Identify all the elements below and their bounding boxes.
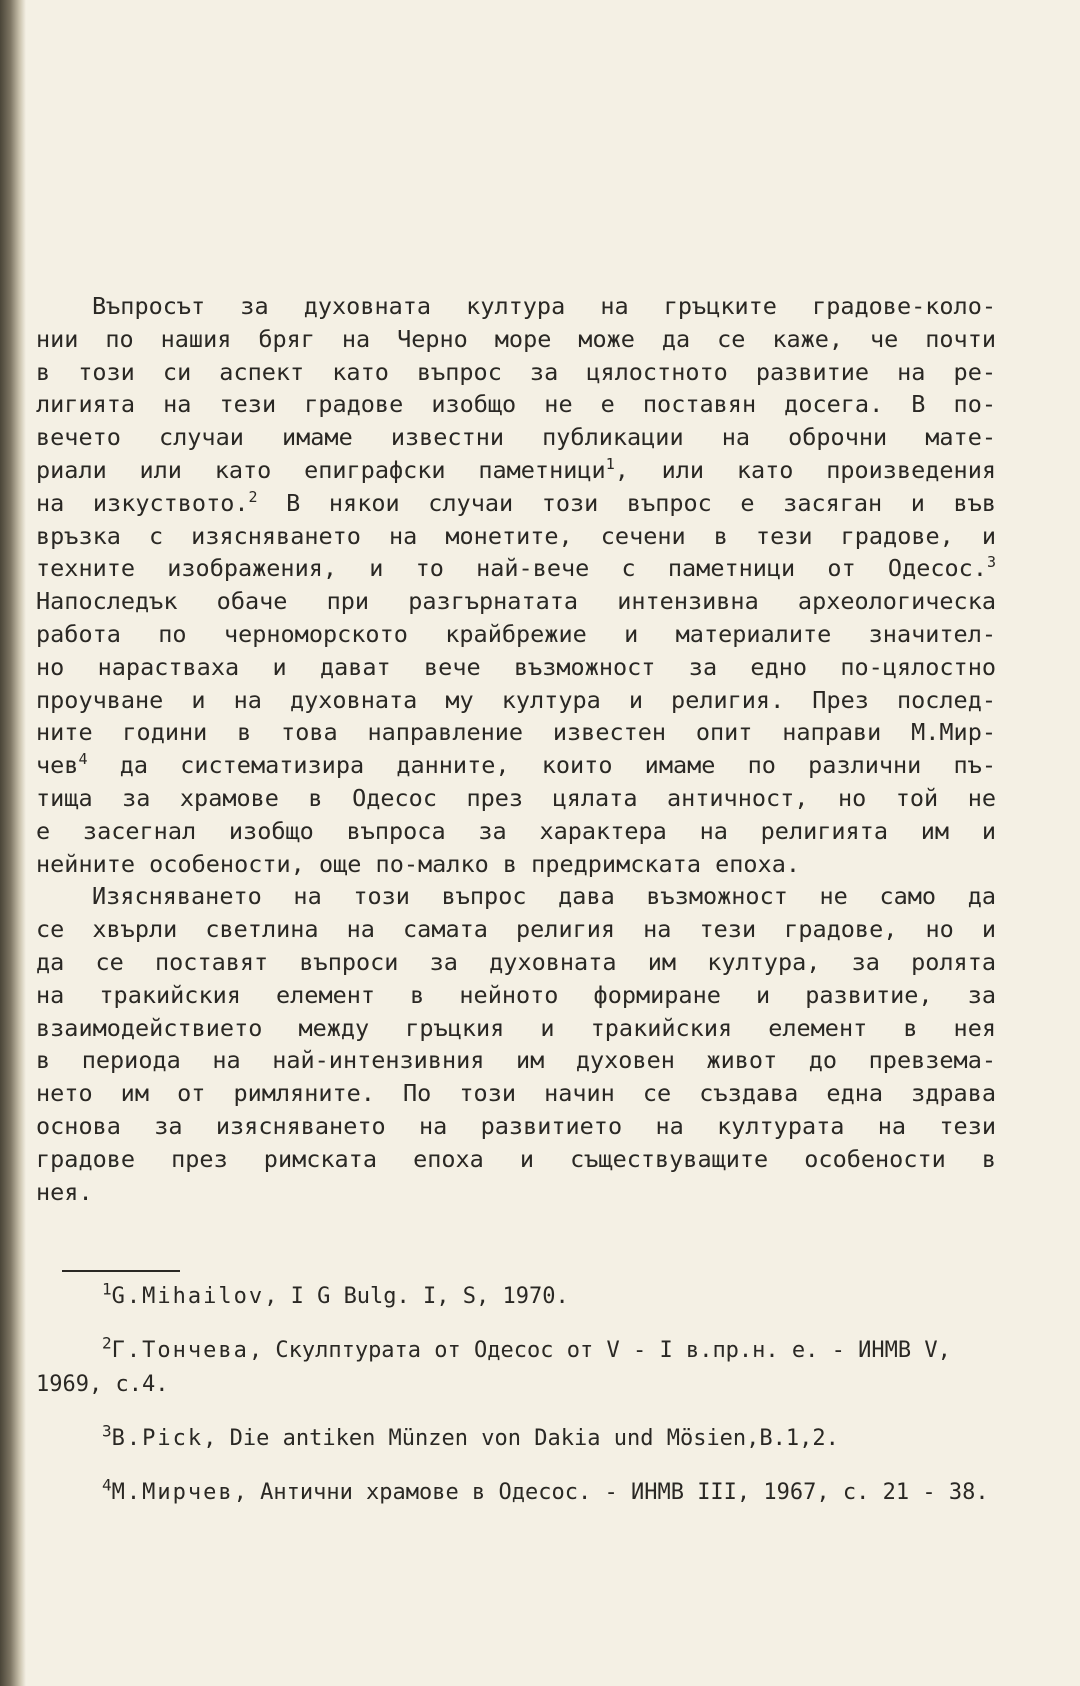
text-line: лигията на тези градове изобщо не е поставян досега. В по-	[36, 390, 996, 419]
text-line-with-note	[36, 487, 996, 520]
text-line: Изясняването на този въпрос дава възможност не само да	[92, 882, 996, 911]
footnote-author: G.Mihailov	[111, 1284, 265, 1309]
text-line-with-note	[36, 749, 996, 782]
footnote-2	[36, 1334, 996, 1402]
footnote-text: , Антични храмове в Одесос. - ИНМВ III, 1967, с. 21 - 38.	[233, 1480, 989, 1505]
text-line-with-note	[36, 454, 996, 487]
text-line: връзка с изясняването на монетите, сечени в тези градове, и	[36, 521, 996, 550]
footnote-text: , Die antiken Münzen von Dakia und Mösien,B.1,2.	[203, 1426, 839, 1451]
footnote-separator	[62, 1270, 180, 1272]
text-line: градове през римската епоха и съществуващите особености в	[36, 1144, 996, 1173]
footnotes	[36, 1280, 996, 1530]
footnote-3	[36, 1422, 996, 1456]
text-line: Въпросът за духовната култура на гръцките градове-коло-	[92, 292, 996, 320]
footnote-author: B.Pick	[111, 1426, 204, 1451]
text-line: нея.	[36, 1177, 93, 1206]
text-fragment: да систематизира данните, които имаме по различни пъ-	[87, 751, 996, 780]
footnote-number: 3	[102, 1421, 112, 1441]
text-fragment: В някои случаи този въпрос е засяган и във	[257, 488, 996, 517]
main-text	[36, 290, 996, 1208]
text-line: но нараствaха и дават вече възможност за едно по-цялостно	[36, 652, 996, 681]
footnote-number: 4	[102, 1475, 112, 1495]
text-line: Напоследък обаче при разгърнатата интензивна археологическа	[36, 587, 996, 616]
footnote-number: 1	[102, 1279, 112, 1299]
text-fragment: , или като произведения	[614, 455, 996, 484]
text-line: нето им от римляните. По този начин се създава една здрава	[36, 1079, 996, 1108]
text-line: вечето случаи имаме известни публикации на оброчни мате-	[36, 423, 996, 452]
footnote-number: 2	[102, 1333, 112, 1353]
footnote-text: , I G Bulg. I, S, 1970.	[264, 1284, 569, 1309]
text-line: ните години в това направление известен опит направи М.Мир-	[36, 718, 996, 747]
text-line: на тракийския елемент в нейното формиране и развитие, за	[36, 980, 996, 1009]
text-line: се хвърли светлина на самата религия на тези градове, но и	[36, 915, 996, 944]
footnote-4	[36, 1476, 996, 1510]
text-line: основа за изясняването на развитието на културата на тези	[36, 1111, 996, 1140]
text-line: проучване и на духовната му култура и религия. През послед-	[36, 685, 996, 714]
text-line: в този си аспект като въпрос за цялостното развитие на ре-	[36, 357, 996, 386]
book-spine-shadow	[0, 0, 26, 1686]
text-line: нейните особености, още по-малко в предримската епоха.	[36, 849, 801, 878]
text-line: да се поставят въпроси за духовната им култура, за ролята	[36, 947, 996, 976]
text-line: е засегнал изобщо въпроса за характера на религията им и	[36, 816, 996, 845]
footnote-mark-2: 2	[248, 487, 258, 506]
text-line: тища за храмове в Одесос през цялата античност, но той не	[36, 783, 996, 812]
text-fragment: техните изображения, и то най-вече с паметници от Одесос.	[36, 554, 987, 583]
footnote-1	[36, 1280, 996, 1314]
text-line: нии по нашия бряг на Черно море може да се каже, че почти	[36, 324, 996, 353]
text-line: взаимодействието между гръцкия и тракийския елемент в нея	[36, 1013, 996, 1042]
paragraph-2	[36, 880, 996, 1208]
footnote-mark-1: 1	[605, 455, 615, 474]
footnote-mark-4: 4	[78, 750, 88, 769]
text-fragment: на изкуството.	[36, 488, 249, 517]
paragraph-1	[36, 290, 996, 880]
footnote-author: Г.Тончева	[111, 1338, 249, 1363]
text-line-with-note	[36, 552, 996, 585]
footnote-author: М.Мирчев	[111, 1480, 234, 1505]
text-fragment: риали или като епиграфски паметници	[36, 455, 606, 484]
footnote-text: , Скулптурата от Одесос от V - I в.пр.н. е. - ИНМВ V, 1969, с.4.	[36, 1338, 951, 1397]
text-fragment: чев	[36, 751, 79, 780]
footnote-mark-3: 3	[986, 553, 996, 572]
text-line: в периода на най-интензивния им духовен живот до превзема-	[36, 1046, 996, 1075]
text-line: работа по черноморското крайбрежие и материалите значител-	[36, 619, 996, 648]
